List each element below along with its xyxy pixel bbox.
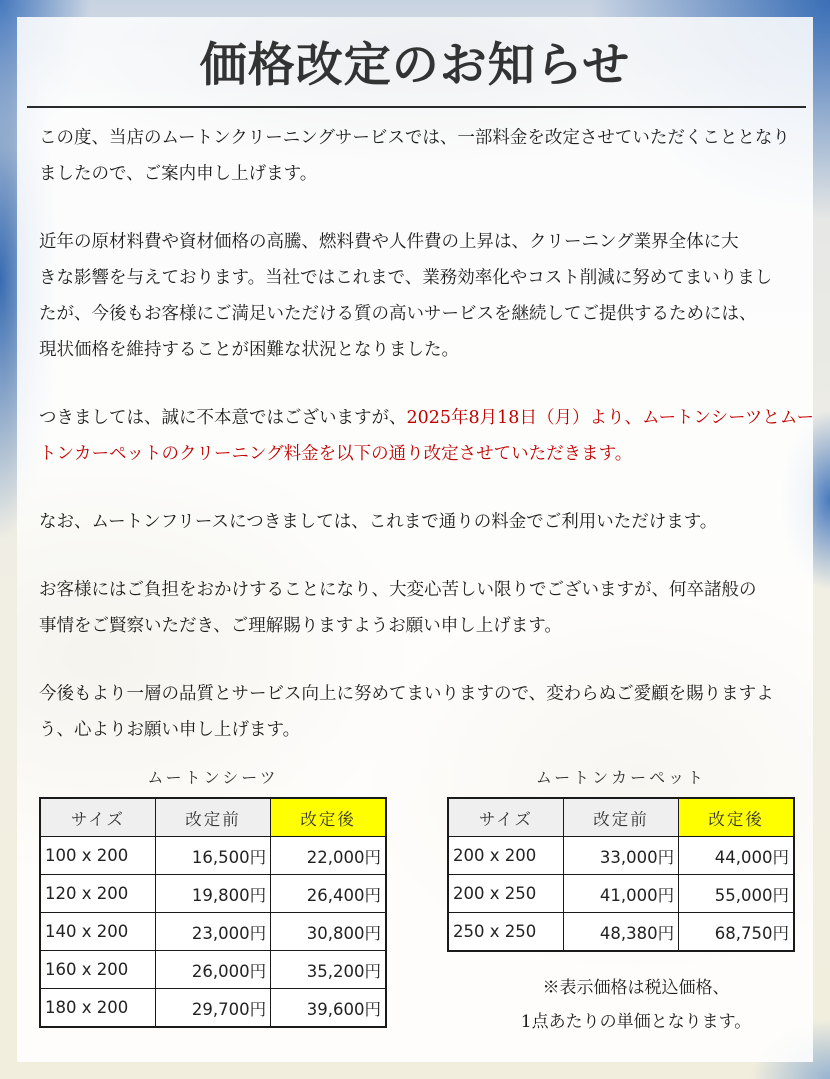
table-caption: ムートンカーペット (535, 768, 707, 787)
text-line: ましたので、ご案内申し上げます。 (39, 164, 318, 184)
page-title: 価格改定のお知らせ (199, 38, 631, 93)
old-price-cell: 16,500円 (155, 837, 270, 875)
carpet-price-table (447, 797, 795, 952)
size-cell: 100 x 200 (40, 837, 155, 875)
intro-paragraph (39, 120, 809, 192)
table-row (40, 989, 386, 1028)
size-cell: 200 x 250 (448, 875, 563, 913)
table-row (448, 913, 794, 952)
old-price-header: 改定前 (155, 798, 270, 837)
text-line: お客様にはご負担をおかけすることになり、大変心苦しい限りでございますが、何卒諸般の (39, 580, 757, 600)
table-caption: ムートンシーツ (147, 768, 279, 787)
announcement-lead: つきましては、誠に不本意ではございますが、 (39, 408, 407, 428)
table-row (448, 875, 794, 913)
announcement-paragraph (39, 400, 815, 472)
size-cell: 140 x 200 (40, 913, 155, 951)
old-price-cell: 19,800円 (155, 875, 270, 913)
text-line: 現状価格を維持することが困難な状況となりました。 (39, 340, 459, 360)
text-line (39, 400, 815, 436)
sheets-price-table-block (39, 765, 387, 1028)
old-price-cell: 29,700円 (155, 989, 270, 1028)
size-cell: 250 x 250 (448, 913, 563, 952)
tax-note (486, 971, 786, 1039)
table-header-row (448, 798, 794, 837)
text-line: きな影響を与えております。当社ではこれまで、業務効率化やコスト削減に努めてまいりまし (39, 268, 773, 288)
size-header: サイズ (40, 798, 155, 837)
text-line: この度、当店のムートンクリーニングサービスでは、一部料金を改定させていただくこととなり (39, 128, 790, 148)
sheets-price-table (39, 797, 387, 1028)
new-price-cell: 44,000円 (679, 837, 794, 875)
new-price-cell: 26,400円 (271, 875, 386, 913)
old-price-cell: 23,000円 (155, 913, 270, 951)
carpet-price-table-block (447, 765, 795, 952)
announcement-emphasis: 2025年8月18日（月）より、ムートンシーツとムー (406, 408, 815, 428)
notice-body (39, 120, 815, 780)
text-line: なお、ムートンフリースにつきましては、これまで通りの料金でご利用いただけます。 (39, 512, 718, 532)
tax-note-line: ※表示価格は税込価格、 (542, 978, 730, 998)
text-line: 近年の原材料費や資材価格の高騰、燃料費や人件費の上昇は、クリーニング業界全体に大 (39, 232, 739, 252)
old-price-cell: 41,000円 (563, 875, 678, 913)
closing-paragraph (39, 676, 809, 748)
text-line: たが、今後もお客様にご満足いただける質の高いサービスを継続してご提供するためには、 (39, 304, 757, 324)
reason-paragraph (39, 224, 809, 368)
text-line: う、心よりお願い申し上げます。 (39, 720, 301, 740)
old-price-cell: 48,380円 (563, 913, 678, 952)
table-row (448, 837, 794, 875)
table-row (40, 913, 386, 951)
announcement-emphasis: トンカーペットのクリーニング料金を以下の通り改定させていただきます。 (39, 444, 633, 464)
new-price-header: 改定後 (271, 798, 386, 837)
size-cell: 160 x 200 (40, 951, 155, 989)
size-header: サイズ (448, 798, 563, 837)
text-line: 今後もより一層の品質とサービス向上に努めてまいりますので、変わらぬご愛顧を賜りますよ (39, 684, 774, 704)
new-price-cell: 30,800円 (271, 913, 386, 951)
new-price-cell: 68,750円 (679, 913, 794, 952)
apology-paragraph (39, 572, 809, 644)
new-price-cell: 22,000円 (271, 837, 386, 875)
tax-note-line: 1点あたりの単価となります。 (520, 1012, 752, 1032)
size-cell: 200 x 200 (448, 837, 563, 875)
old-price-header: 改定前 (563, 798, 678, 837)
new-price-cell: 55,000円 (679, 875, 794, 913)
old-price-cell: 33,000円 (563, 837, 678, 875)
old-price-cell: 26,000円 (155, 951, 270, 989)
text-line: 事情をご賢察いただき、ご理解賜りますようお願い申し上げます。 (39, 616, 562, 636)
new-price-cell: 39,600円 (271, 989, 386, 1028)
table-row (40, 837, 386, 875)
fleece-paragraph (39, 504, 809, 540)
new-price-header: 改定後 (679, 798, 794, 837)
table-row (40, 951, 386, 989)
new-price-cell: 35,200円 (271, 951, 386, 989)
size-cell: 120 x 200 (40, 875, 155, 913)
table-header-row (40, 798, 386, 837)
size-cell: 180 x 200 (40, 989, 155, 1028)
table-row (40, 875, 386, 913)
title-divider (27, 106, 806, 108)
